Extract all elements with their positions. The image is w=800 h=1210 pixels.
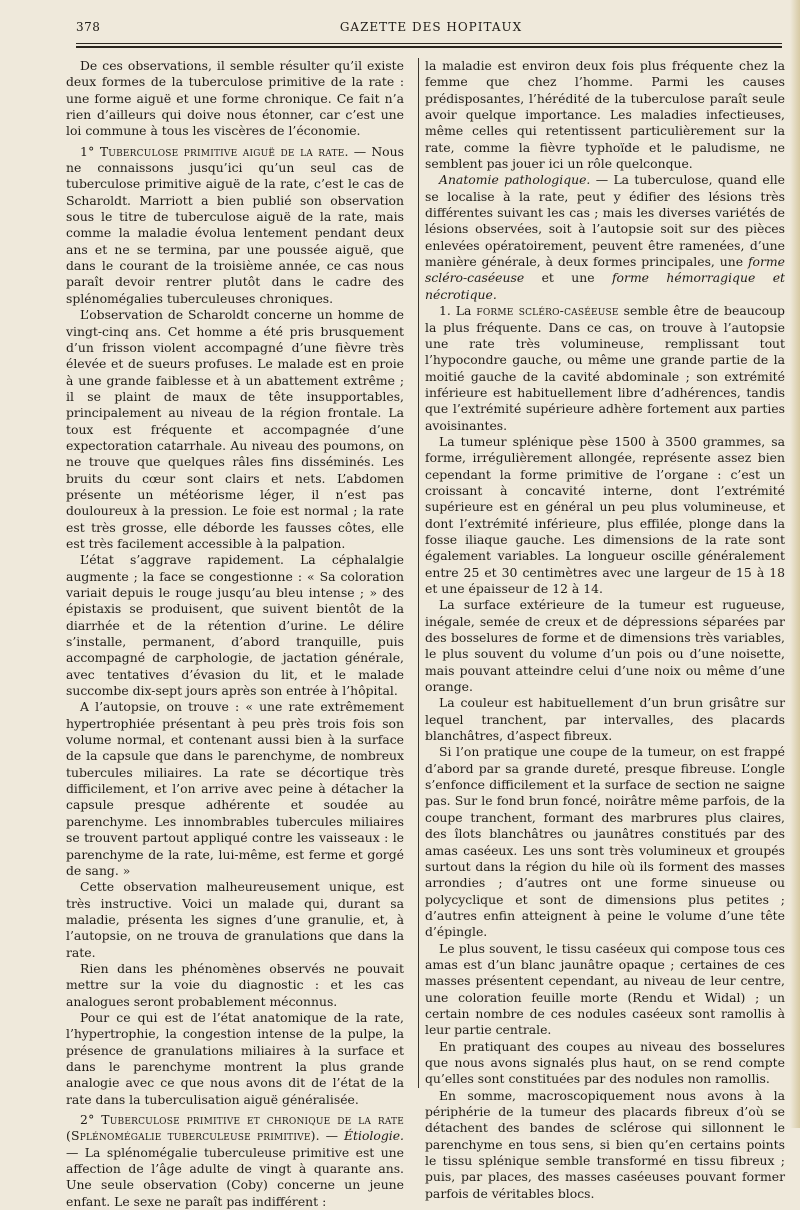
- journal-title: GAZETTE DES HOPITAUX: [339, 20, 523, 34]
- paragraph: La couleur est habituellement d’un brun grisâtre sur lequel tranchent, par intervalles, des placards blanchâtres, d’aspect fibreux.: [425, 695, 785, 744]
- term-hemorrhagic: forme hémorragique et nécrotique.: [425, 270, 786, 302]
- left-column: [66, 58, 404, 1210]
- paragraph: Cette observation malheureusement unique, est très instructive. Voici un malade qui, durant sa maladie, présenta les signes d’une granulie, et, à l’autopsie, on ne trouva de granulations que dans la rate.: [66, 879, 404, 960]
- paragraph: L’état s’aggrave rapidement. La céphalalgie augmente ; la face se congestionne : « Sa coloration variait depuis le rouge jusqu’au bleu intense ; » des épistaxis se produisent, que suivent bientôt de la diarrhée et de la rétention d’urine. Le délire s’installe, permanent, d’abord tranquille, puis accompagné de carphologie, de jactation générale, avec tentatives d’évasion du lit, et le malade succombe dix-sept jours après son entrée à l’hôpital.: [66, 552, 404, 699]
- page-number: 378: [76, 20, 101, 34]
- running-head: [76, 18, 786, 40]
- paragraph-text: semble être de beaucoup la plus fréquente. Dans ce cas, on trouve à l’autopsie une rate très volumineuse, remplissant tout l’hypocondre gauche, ou même une grande partie de la moitié gauche de la cavité abdominale ; son extrémité inférieure est habituellement libre d’adhérences, tandis que l’extrémité supérieure adhère fortement aux parties avoisinantes.: [425, 303, 785, 433]
- paragraph-text: — Nous ne connaissons jusqu’ici qu’un seul cas de tuberculose primitive aiguë de la rate, c’est le cas de Scharoldt. Marriott a bien publié son observation sous le titre de tuberculose aiguë de la rate, mais comme la maladie évolua lentement pendant deux ans et ne se termina, par une poussée aiguë, que dans le courant de la troisième année, ce cas nous paraît devoir rentrer plutôt dans le cadre des splénomégalies tuberculeuses chroniques.: [66, 143, 404, 306]
- page-edge: [790, 0, 800, 1128]
- subheading-anatomy: Anatomie pathologique.: [439, 172, 591, 188]
- section-heading: 1° Tuberculose primitive aiguë de la rate.: [80, 143, 349, 159]
- header-rule-thick: [76, 46, 782, 48]
- paragraph: Pour ce qui est de l’état anatomique de la rate, l’hypertrophie, la congestion intense de la pulpe, la présence de granulations miliaires à la surface et dans le parenchyme montrent la plus grande analogie avec ce que nous avons dit de l’état de la rate dans la tuberculisation aiguë généralisée.: [66, 1009, 404, 1107]
- right-column: [425, 58, 785, 1202]
- paragraph-text: — La tuberculose, quand elle se localise à la rate, peut y édifier des lésions très différentes suivant les cas ; mais les diverses variétés de lésions observées, soit à l’autopsie soit sur des pièces enlevées opératoirement, peuvent être ramenées, d’une manière générale, à deux formes principales, une: [425, 172, 785, 270]
- dash: —: [319, 1128, 344, 1144]
- paragraph: En pratiquant des coupes au niveau des bosselures que nous avons signalés plus haut, on se rend compte qu’elles sont constituées par des nodules non ramollis.: [425, 1038, 785, 1087]
- header-rule-thin: [76, 43, 782, 44]
- paragraph: De ces observations, il semble résulter qu’il existe deux formes de la tuberculose primitive de la rate : une forme aiguë et une forme chronique. Ce fait n’a rien d’ailleurs qui doive nous étonner, car c’est une loi commune à tous les viscères de l’économie.: [66, 58, 404, 139]
- paragraph: L’observation de Scharoldt concerne un homme de vingt-cinq ans. Cet homme a été pris brusquement d’un frisson violent accompagné d’une fièvre très élevée et de sueurs profuses. Le malade est en proie à une grande faiblesse et à un abattement extrême ; il se plaint de maux de tête insupportables, principalement au niveau de la région frontale. La toux est fréquente et accompagnée d’une expectoration catarrhale. Au niveau des poumons, on ne trouve que quelques râles fins disséminés. Les bruits du cœur sont clairs et nets. L’abdomen présente un météorisme léger, il n’est pas douloureux à la pression. Le foie est normal ; la rate est très grosse, elle déborde les fausses côtes, elle est très facilement accessible à la palpation.: [66, 307, 404, 551]
- section-heading: 2° Tuberculose primitive et chronique de la rate (Splénomégalie tuberculeuse primitive).: [66, 1112, 404, 1144]
- paragraph: la maladie est environ deux fois plus fréquente chez la femme que chez l’homme. Parmi les causes prédisposantes, l’hérédité de la tuberculose paraît seule avoir quelque importance. Les maladies infectieuses, même celles qui retentissent particulièrement sur la rate, comme la fièvre typhoïde et le paludisme, ne semblent pas jouer ici un rôle quelconque.: [425, 58, 785, 172]
- paragraph: En somme, macroscopiquement nous avons à la périphérie de la tumeur des placards fibreux d’où se détachent des bandes de sclérose qui sillonnent le parenchyme en tous sens, si bien qu’en certains points le tissu splénique semble transformé en tissu fibreux ; puis, par places, des masses caséeuses pouvant former parfois de véritables blocs.: [425, 1087, 785, 1201]
- paragraph: La surface extérieure de la tumeur est rugueuse, inégale, semée de creux et de dépressions séparées par des bosselures de forme et de dimensions très variables, le plus souvent du volume d’un pois ou d’une noisette, mais pouvant atteindre celui d’une noix ou même d’une orange.: [425, 597, 785, 695]
- column-divider: [418, 58, 419, 1088]
- subheading-etiology: Étiologie.: [343, 1128, 404, 1144]
- paragraph: A l’autopsie, on trouve : « une rate extrêmement hypertrophiée présentant à peu près trois fois son volume normal, et contenant aussi bien à la surface de la capsule que dans le parenchyme, de nombreux tubercules miliaires. La rate se décortique très difficilement, et l’on arrive avec peine à détacher la capsule presque adhérente et soudée au parenchyme. Les innombrables tubercules miliaires se trouvent partout appliqué contre les vaisseaux : le parenchyme de la rate, lui-même, est ferme et gorgé de sang. »: [66, 699, 404, 878]
- paragraph: La tumeur splénique pèse 1500 à 3500 grammes, sa forme, irrégulièrement allongée, représente assez bien cependant la forme primitive de l’organe : c’est un croissant à concavité interne, dont l’extrémité supérieure est en général un peu plus volumineuse, et dont l’extrémité inférieure, plus effilée, plonge dans la fosse iliaque gauche. Les dimensions de la rate sont également variables. La longueur oscille généralement entre 25 et 30 centimètres avec une largeur de 15 à 18 et une épaisseur de 12 à 14.: [425, 433, 785, 596]
- form-paragraph: [425, 303, 785, 434]
- term-sclero-caseous: forme scléro-caséeuse: [425, 254, 785, 286]
- paragraph: Le plus souvent, le tissu caséeux qui compose tous ces amas est d’un blanc jaunâtre opaque ; certaines de ces masses présentent cependant, au niveau de leur centre, une coloration feuille morte (Rendu et Widal) ; un certain nombre de ces nodules caséeux sont ramollis à leur partie centrale.: [425, 940, 785, 1038]
- section-paragraph-chronic: [66, 1112, 404, 1210]
- anatomy-paragraph: [425, 172, 785, 303]
- section-paragraph-acute: [66, 144, 404, 307]
- paragraph: Rien dans les phénomènes observés ne pouvait mettre sur la voie du diagnostic : et les cas analogues seront probablement méconnus.: [66, 960, 404, 1009]
- paragraph: Si l’on pratique une coupe de la tumeur, on est frappé d’abord par sa grande dureté, presque fibreuse. L’ongle s’enfonce difficilement et la surface de section ne saigne pas. Sur le fond brun foncé, noirâtre même parfois, de la coupe tranchent, formant des marbrures plus claires, des îlots blanchâtres ou jaunâtres constitués par des amas caséeux. Les uns sont très volumineux et groupés surtout dans la région du hile où ils forment des masses arrondies ; d’autres ont une forme sinueuse ou polycyclique et sont de dimensions plus petites ; d’autres enfin atteignent à peine le volume d’une tête d’épingle.: [425, 744, 785, 940]
- paragraph-text: et une: [524, 270, 612, 286]
- form-name: forme scléro-caséeuse: [476, 303, 619, 319]
- item-number: 1. La: [439, 303, 477, 319]
- paragraph-text: — La splénomégalie tuberculeuse primitive est une affection de l’âge adulte de vingt à quarante ans. Une seule observation (Coby) concerne un jeune enfant. Le sexe ne paraît pas indifférent :: [66, 1144, 404, 1209]
